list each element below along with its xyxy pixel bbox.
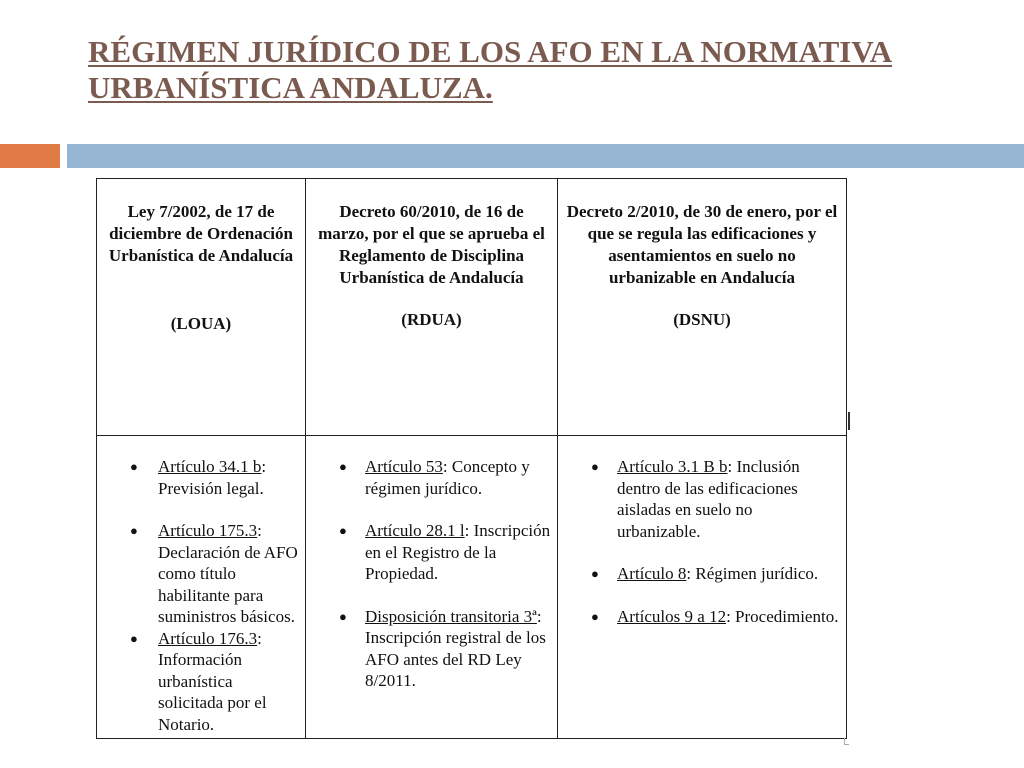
list-item — [130, 520, 305, 628]
header-cell-rdua — [306, 179, 558, 436]
bullet-icon: ● — [130, 630, 138, 646]
header-law-name: Decreto 60/2010, de 16 de marzo, por el que se aprueba el Reglamento de Disciplina Urbanística de Andalucía — [318, 202, 545, 287]
table-body-row — [97, 436, 847, 739]
article-description: : Previsión legal. — [158, 457, 267, 498]
article-description: : Información urbanística solicitada por el Notario. — [158, 628, 267, 734]
accent-band-blue — [67, 144, 1024, 168]
article-description: : Declaración de AFO como título habilitante para suministros básicos. — [158, 521, 298, 626]
article-description: : Concepto y régimen jurídico. — [365, 457, 530, 498]
bullet-icon: ● — [130, 459, 138, 474]
list-item — [591, 563, 846, 585]
list-item — [130, 456, 305, 499]
header-law-abbr: (RDUA) — [401, 310, 462, 329]
bullet-icon: ● — [130, 523, 138, 538]
article-reference: Artículo 3.1 B b — [617, 457, 728, 476]
list-item — [339, 606, 557, 692]
slide-title-line-1: RÉGIMEN JURÍDICO DE LOS AFO EN LA NORMATIVA — [88, 34, 893, 69]
header-law-name: Decreto 2/2010, de 30 de enero, por el que se regula las edificaciones y asentamientos en suelo no urbanizable en Andalucía — [566, 202, 838, 287]
article-reference: Artículo 53 — [365, 457, 443, 476]
header-law-abbr: (LOUA) — [170, 314, 232, 333]
header-cell-loua — [97, 179, 306, 436]
articles-cell-rdua — [306, 436, 558, 739]
bullet-icon: ● — [591, 459, 599, 474]
article-list — [306, 436, 557, 692]
list-item — [339, 456, 557, 499]
bullet-icon: ● — [591, 566, 599, 581]
article-reference: Artículos 9 a 12 — [617, 606, 727, 626]
legislation-table — [96, 178, 846, 739]
articles-cell-dsnu — [558, 436, 847, 739]
accent-band-orange — [0, 144, 60, 168]
table-header-row — [97, 179, 847, 436]
article-list — [558, 436, 846, 627]
article-reference: Artículo 175.3 — [158, 521, 258, 540]
list-item — [130, 628, 305, 736]
article-description: : Inclusión dentro de las edificaciones aisladas en suelo no urbanizable. — [617, 457, 800, 541]
header-cell-dsnu — [558, 179, 847, 436]
article-reference: Disposición transitoria 3ª — [365, 606, 537, 626]
list-item — [339, 520, 557, 585]
article-list — [97, 436, 305, 735]
bullet-icon: ● — [339, 523, 347, 538]
article-reference: Artículo 28.1 l — [365, 521, 465, 540]
slide-title — [88, 34, 988, 106]
articles-cell-loua — [97, 436, 306, 739]
header-law-abbr: (DSNU) — [673, 310, 731, 329]
article-description: : Régimen jurídico. — [686, 564, 819, 583]
list-item — [591, 606, 846, 628]
bullet-icon: ● — [339, 459, 347, 474]
scan-mark — [848, 412, 850, 430]
article-reference: Artículo 34.1 b — [158, 457, 262, 476]
list-item — [591, 456, 846, 542]
bullet-icon: ● — [339, 608, 347, 624]
header-law-name: Ley 7/2002, de 17 de diciembre de Ordenación Urbanística de Andalucía — [108, 202, 294, 265]
bullet-icon: ● — [591, 608, 599, 624]
article-reference: Artículo 176.3 — [158, 628, 258, 648]
slide-title-line-2: URBANÍSTICA ANDALUZA. — [88, 70, 493, 105]
article-description: : Procedimiento. — [726, 606, 839, 626]
article-reference: Artículo 8 — [617, 564, 687, 583]
article-description: : Inscripción en el Registro de la Propiedad. — [365, 521, 551, 583]
scan-corner-mark — [844, 738, 849, 745]
article-description: : Inscripción registral de los AFO antes del RD Ley 8/2011. — [365, 606, 546, 690]
